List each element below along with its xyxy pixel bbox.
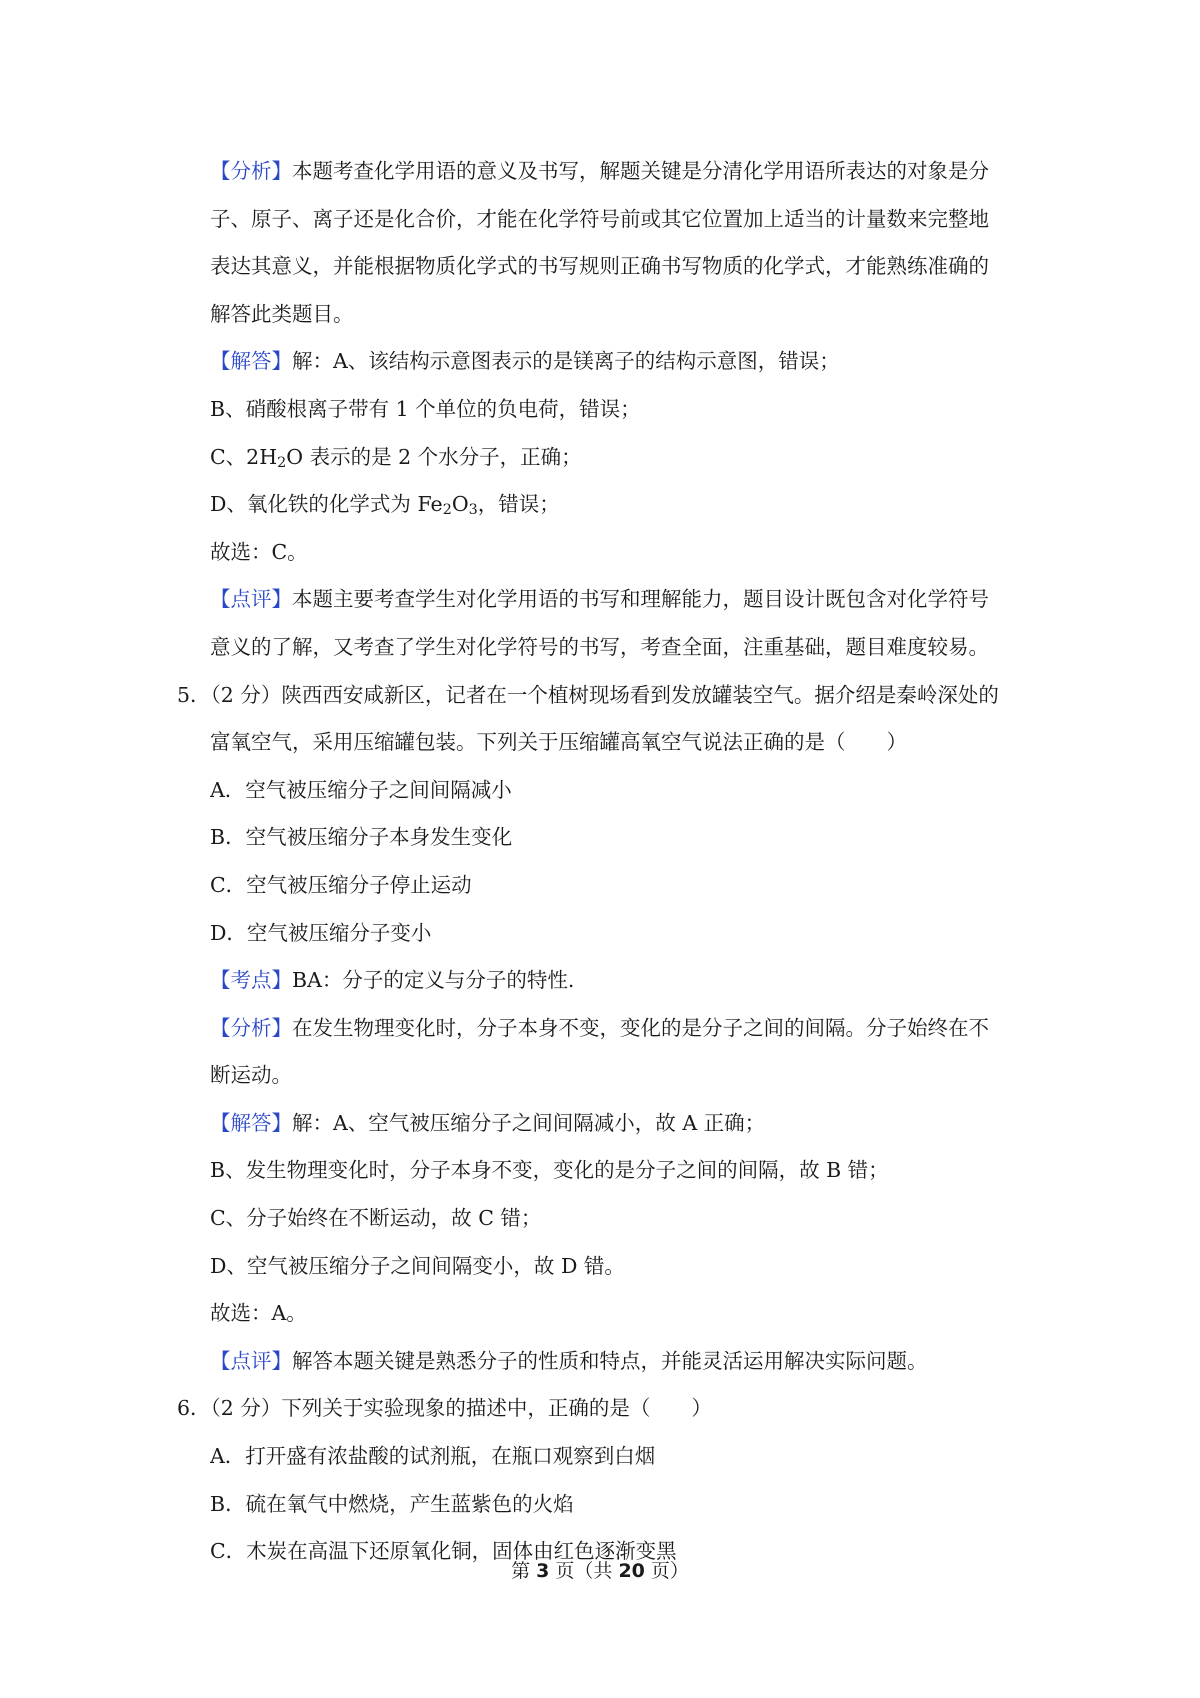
page-footer: 第 3 页（共 20 页） — [511, 1560, 689, 1582]
question-stem: 6．（2 分）下列关于实验现象的描述中，正确的是（ ） — [177, 1396, 712, 1421]
comment-tag: 【点评】 — [210, 587, 292, 612]
comment-line: 【点评】本题主要考查学生对化学用语的书写和理解能力，题目设计既包含对化学符号 — [210, 587, 989, 612]
solution-line: B、发生物理变化时，分子本身不变，变化的是分子之间的间隔，故 B 错； — [210, 1158, 889, 1183]
question-stem: 5．（2 分）陕西西安咸新区，记者在一个植树现场看到发放罐装空气。据介绍是秦岭深处的 — [177, 682, 999, 707]
analysis-line: 断运动。 — [210, 1063, 292, 1088]
answer-line: 故选：A。 — [210, 1301, 307, 1326]
solution-line: 【解答】解：A、空气被压缩分子之间间隔减小，故 A 正确； — [210, 1110, 766, 1135]
solution-tag: 【解答】 — [210, 1110, 292, 1135]
option-a: A．空气被压缩分子之间间隔减小 — [210, 777, 512, 802]
solution-line: 【解答】解：A、该结构示意图表示的是镁离子的结构示意图，错误； — [210, 349, 840, 374]
knowledge-point-tag: 【考点】 — [210, 968, 292, 993]
analysis-line: 表达其意义，并能根据物质化学式的书写规则正确书写物质的化学式，才能熟练准确的 — [210, 254, 989, 279]
comment-line: 【点评】解答本题关键是熟悉分子的性质和特点，并能灵活运用解决实际问题。 — [210, 1348, 928, 1373]
solution-tag: 【解答】 — [210, 349, 292, 374]
solution-line: D、氧化铁的化学式为 $Fe_2O_3$，错误； — [210, 492, 560, 519]
question-stem: 富氧空气，采用压缩罐包装。下列关于压缩罐高氧空气说法正确的是（ ） — [210, 730, 907, 755]
option-b: B．空气被压缩分子本身发生变化 — [210, 825, 513, 850]
solution-line: C、分子始终在不断运动，故 C 错； — [210, 1206, 542, 1231]
analysis-tag: 【分析】 — [210, 1015, 292, 1040]
solution-line: C、$2H_2O$ 表示的是 2 个水分子，正确； — [210, 444, 582, 471]
document-body — [177, 148, 1030, 1576]
solution-line: D、空气被压缩分子之间间隔变小，故 D 错。 — [210, 1253, 625, 1278]
comment-tag: 【点评】 — [210, 1348, 292, 1373]
solution-line: B、硝酸根离子带有 1 个单位的负电荷，错误； — [210, 396, 641, 421]
option-d: D．空气被压缩分子变小 — [210, 920, 432, 945]
option-c: C．木炭在高温下还原氧化铜，固体由红色逐渐变黑 — [210, 1539, 677, 1564]
page-number: 3 — [536, 1560, 550, 1582]
analysis-line: 子、原子、离子还是化合价，才能在化学符号前或其它位置加上适当的计量数来完整地 — [210, 206, 989, 231]
analysis-line: 【分析】本题考查化学用语的意义及书写，解题关键是分清化学用语所表达的对象是分 — [210, 159, 989, 183]
option-b: B．硫在氧气中燃烧，产生蓝紫色的火焰 — [210, 1491, 574, 1516]
option-c: C．空气被压缩分子停止运动 — [210, 872, 472, 897]
analysis-tag: 【分析】 — [210, 159, 292, 183]
knowledge-point-line: 【考点】BA：分子的定义与分子的特性. — [210, 968, 575, 993]
comment-line: 意义的了解，又考查了学生对化学符号的书写，考查全面，注重基础，题目难度较易。 — [210, 634, 989, 659]
page-total: 20 — [618, 1560, 645, 1582]
option-a: A．打开盛有浓盐酸的试剂瓶，在瓶口观察到白烟 — [210, 1444, 656, 1469]
analysis-line: 解答此类题目。 — [210, 301, 354, 326]
analysis-line: 【分析】在发生物理变化时，分子本身不变，变化的是分子之间的间隔。分子始终在不 — [210, 1015, 989, 1040]
answer-line: 故选：C。 — [210, 539, 308, 564]
